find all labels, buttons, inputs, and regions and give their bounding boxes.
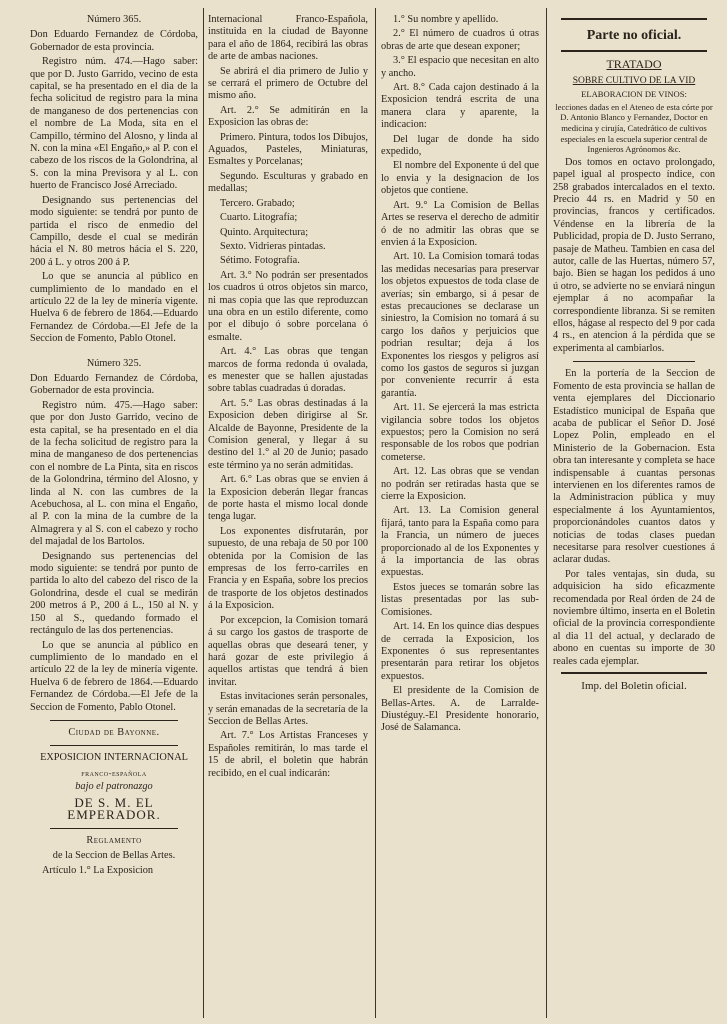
column-2 [208,14,368,1016]
divider [561,672,707,674]
paragraph: Estas invitaciones serán personales, y serán emanadas de la secretaría de la Seccion de Bellas Artes. [208,691,368,727]
paragraph: Los exponentes disfrutarán, por supuesto, de una rebaja de 50 por 100 obtenida por la Comision de las empresas de los ferro-carriles en Francia y en España, sobre los precios de trasporte de los objetos destinados á la Exposicion. [208,525,368,612]
tratado-description: lecciones dadas en el Ateneo de esta córte por D. Antonio Blanco y Fernandez, Doctor en medicina y cirujía, Catedrático de cultivos especiales en la escuela superior central de Ingenieros Agrónomos &c. [555,101,713,155]
divider [50,828,178,829]
paragraph: Art. 14. En los quince dias despues de cerrada la Exposicion, los Exponentes ó sus representantes presentarán para retirar los objetos expuestos. [381,621,539,682]
paragraph: Art. 3.° No podrán ser presentados los cuadros ú otros objetos sin marco, ni mas copia que las que reproduzcan una obra en un estilo diferente, como por el dibujo ó sobre porcelana ó esmalte. [208,269,368,343]
paragraph: Por tales ventajas, sin duda, su adquisicion ha sido eficazmente recomendada por Real órden de 24 de noviembre último, inserta en el Boletin oficial de la provincia correspondiente al dia 11 del actual, y declarado de abono en cuentas su importe de 30 reales cada ejemplar. [553,568,715,667]
paragraph: Por excepcion, la Comision tomará á su cargo los gastos de trasporte de aquellas obras que deseará tener, y hará gozar de este privilegio á aquellos artistas que tendrá á bien invitar. [208,614,368,688]
notice-number: Número 325. [86,357,142,369]
article-start: Artículo 1.° La Exposicion [42,865,154,877]
paragraph: Estos jueces se tomarán sobre las listas presentadas por las sub-Comisiones. [381,581,539,618]
divider [561,18,707,20]
paragraph: En la portería de la Seccion de Fomento de esta provincia se hallan de venta ejemplares del Diccionario Estadístico municipal de España que acaba de publicar el Señor D. José Lopez Polin, empleado en el Ministerio de la Gobernacion. Esta obra tan interesante y completa se hace indispensable á cuantas personas intervienen en los diferentes ramos de la Administracion pública y muy especialmente á los Ayuntamientos, proporcionándoles cuantos datos y noticias de todas clases puedan necesitarse para resolver cuestiones á aclarar dudas. [553,368,715,566]
paragraph: Art. 11. Se ejercerá la mas estricta vigilancia sobre todos los objetos expuestos; pero la Comision no será responsable de los robos que podrian cometerse. [381,402,539,463]
emperor-title: DE S. M. EL EMPERADOR. [67,794,161,823]
paragraph: Sétimo. Fotografía. [220,255,300,267]
paragraph: Art. 12. Las obras que se vendan no podrán ser retiradas hasta que se cierre la Exposicion. [381,466,539,503]
paragraph: Art. 13. La Comision general fijará, tanto para la España como para la Francia, un número de jueces proporcionado al de los Exponentes y á la importancia de las obras expuestas. [381,505,539,579]
notice-intro: Don Eduardo Fernandez de Córdoba, Gobernador de esta provincia. [30,372,198,397]
exposition-subtitle: franco-española [81,767,147,778]
notice-body: Designando sus pertenencias del modo siguiente: se tendrá por punto de partida lo alto del cabezo del risco de la Golondrina, desde el cual se medirán 200 metros á P., 200 á L., 150 al N. y 150 al S., quedando formado el rectángulo de las dos pertenencias. [30,550,198,637]
divider [561,50,707,52]
paragraph: Segundo. Esculturas y grabado en medallas; [208,170,368,195]
divider [50,745,178,746]
notice-body: Registro núm. 475.—Hago saber: que por don Justo Garrido, vecino de esta capital, se ha presentado en el dia de la fecha solicitud de registro para la mina de manganeso de dos pertenencias con el nombre de La Pinta, sita en riscos de la Golondrina, término del Alosno, y linda al N. con las cumbres de la Acebuchosa, al L. con mina el Engaño, al P. con la mina de la cumbre de la Almagrera y al S. con el cabezo y rocho del majadal de los Bartolos. [30,399,198,548]
column-1 [30,14,198,1016]
column-3 [381,14,539,1016]
tratado-title: TRATADO [606,57,662,72]
column-divider [375,8,376,1018]
notice-body: Registro núm. 474.—Hago saber: que por D. Justo Garrido, vecino de esta capital, se ha presentado en el dia de la fecha solicitud de registro para la mina de manganeso de dos pertenencias con el nombre de La Moda, sita en el Campillo, término del Alosno, y linda al N. con la mina «El Engaño,» al P. con el cabezo de los riscos de la Golondrina, al S. con la mina Previsora y al L. con huerto de Francisco José Arreciado. [30,56,198,192]
paragraph: El presidente de la Comision de Bellas-Artes. A. de Larralde-Diustéguy.-El Presidente honorario, José de Salamanca. [381,685,539,734]
column-divider [203,8,204,1018]
imprint: Imp. del Boletin oficial. [581,680,687,693]
paragraph: El nombre del Exponente ú del que lo envia y la designacion de los objetos que contiene. [381,160,539,197]
city-heading: Ciudad de Bayonne. [68,726,160,738]
paragraph: Tercero. Grabado; [220,197,295,209]
paragraph: Cuarto. Litografía; [220,212,298,224]
section-title: Parte no oficial. [586,28,682,43]
divider [573,361,695,362]
tratado-subtitle: SOBRE CULTIVO DE LA VID [572,75,696,86]
notice-body: Designando sus pertenencias del modo siguiente: se tendrá por punto de partida el risco de enmedio del Campillo, desde el cual se medirán hácia el N. 80 metros hácia el S. 220, 200 á L. y otros 200 á P. [30,194,198,268]
paragraph: Internacional Franco-Española, instituida en la ciudad de Bayonne para el año de 1864, recibirá las obras de arte de ambas naciones. [208,14,368,63]
paragraph: Art. 9.° La Comision de Bellas Artes se reserva el derecho de admitir ó de no admitir las obras que se envien á la Exposicion. [381,199,539,248]
paragraph: Art. 7.° Los Artistas Franceses y Españoles remitirán, lo mas tarde el 15 de abril, el boletin que habrán recibido, en el cual indicarán: [208,730,368,779]
reglamento-title: Reglamento [86,834,142,846]
divider [50,720,178,721]
column-divider [546,8,547,1018]
notice-body: Lo que se anuncia al público en cumplimiento de lo mandado en el artículo 22 de la ley de minería vigente. Huelva 6 de febrero de 1864.—Eduardo Fernandez de Córdoba.—El Jefe de la Seccion de Fomento, Pablo Otonel. [30,639,198,713]
paragraph: Art. 5.° Las obras destinadas á la Exposicion deben dirigirse al Sr. Alcalde de Bayonne, Presidente de la Comision general, y llegar á su destino del 1.° al 20 de Junio; pasado este término ya no serán admitidas. [208,397,368,471]
paragraph: Art. 8.° Cada cajon destinado á la Exposicion tendrá escrita de una manera clara y aparente, la indicacion: [381,82,539,131]
paragraph: Del lugar de donde ha sido expedido, [381,133,539,158]
notice-body: Lo que se anuncia al público en cumplimiento de lo mandado en el artículo 22 de la ley de minería vigente. Huelva 6 de febrero de 1864.—Eduardo Fernandez de Córdoba.—El Jefe de la Seccion de Fomento, Pablo Otonel. [30,271,198,345]
paragraph: Art. 2.° Se admitirán en la Exposicion las obras de: [208,104,368,129]
notice-number: Número 365. [86,14,142,25]
paragraph: Art. 10. La Comision tomará todas las medidas necesarias para preservar los objetos expuestos de toda clase de averías; sin embargo, si á pesar de estas precauciones se declarase un siniestro, la Comision no tomará á su cargo los daños y perjuicios que podrian resultar; deja á los Exponentes los riesgos y peligros así como los gastos de seguros si juzgan por conveniente recurrir á esta garantía. [381,251,539,399]
notice-intro: Don Eduardo Fernandez de Córdoba, Gobernador de esta provincia. [30,29,198,53]
paragraph: Quinto. Arquitectura; [220,226,309,238]
paragraph: Sexto. Vidrieras pintadas. [220,240,326,252]
paragraph: 2.° El número de cuadros ú otras obras de arte que desean exponer; [381,28,539,52]
paragraph: 3.° El espacio que necesitan en alto y ancho. [381,55,539,79]
paragraph: Se abrirá el dia primero de Julio y se cerrará el primero de Octubre del mismo año. [208,65,368,102]
paragraph: Art. 4.° Las obras que tengan marcos de forma redonda ú ovalada, es menester que se hallen ajustadas sobre tablas cuadradas ú doradas. [208,346,368,395]
patronage-line: bajo el patronazgo [75,781,153,793]
paragraph: Primero. Pintura, todos los Dibujos, Aguados, Pasteles, Miniaturas, Esmaltes y Porcelanas; [208,131,368,168]
elaboracion-title: ELABORACION DE VINOS: [581,89,687,100]
paragraph: 1.° Su nombre y apellido. [393,14,499,25]
section-line: de la Seccion de Bellas Artes. [52,849,176,861]
paragraph: Dos tomos en octavo prolongado, papel igual al prospecto índice, con 258 grabados intercalados en el texto. Precio 44 rs. en Madrid y 50 en provincias, francos y certificados. Véndense en la librería de la Publicidad, propia de D. Justo Serrano, pasaje de Matheu. Tambien en casa del autor, calle de las Huertas, número 57, bajo. Bien se hagan los pedidos á uno ú otro, se advierte no se enviará ningun ejemplar á no acompañar la correspondiente libranza. Si se remiten ellos, hágase al respecto del 9 por cada 4 rs., en atencion á la pérdida que se experimenta al cambiarlos. [553,156,715,354]
column-4 [553,14,715,1016]
exposition-title: EXPOSICION INTERNACIONAL [40,752,188,764]
paragraph: Art. 6.° Las obras que se envien á la Exposicion deberán llegar francas de porte hasta el mismo local donde tenga lugar. [208,474,368,523]
